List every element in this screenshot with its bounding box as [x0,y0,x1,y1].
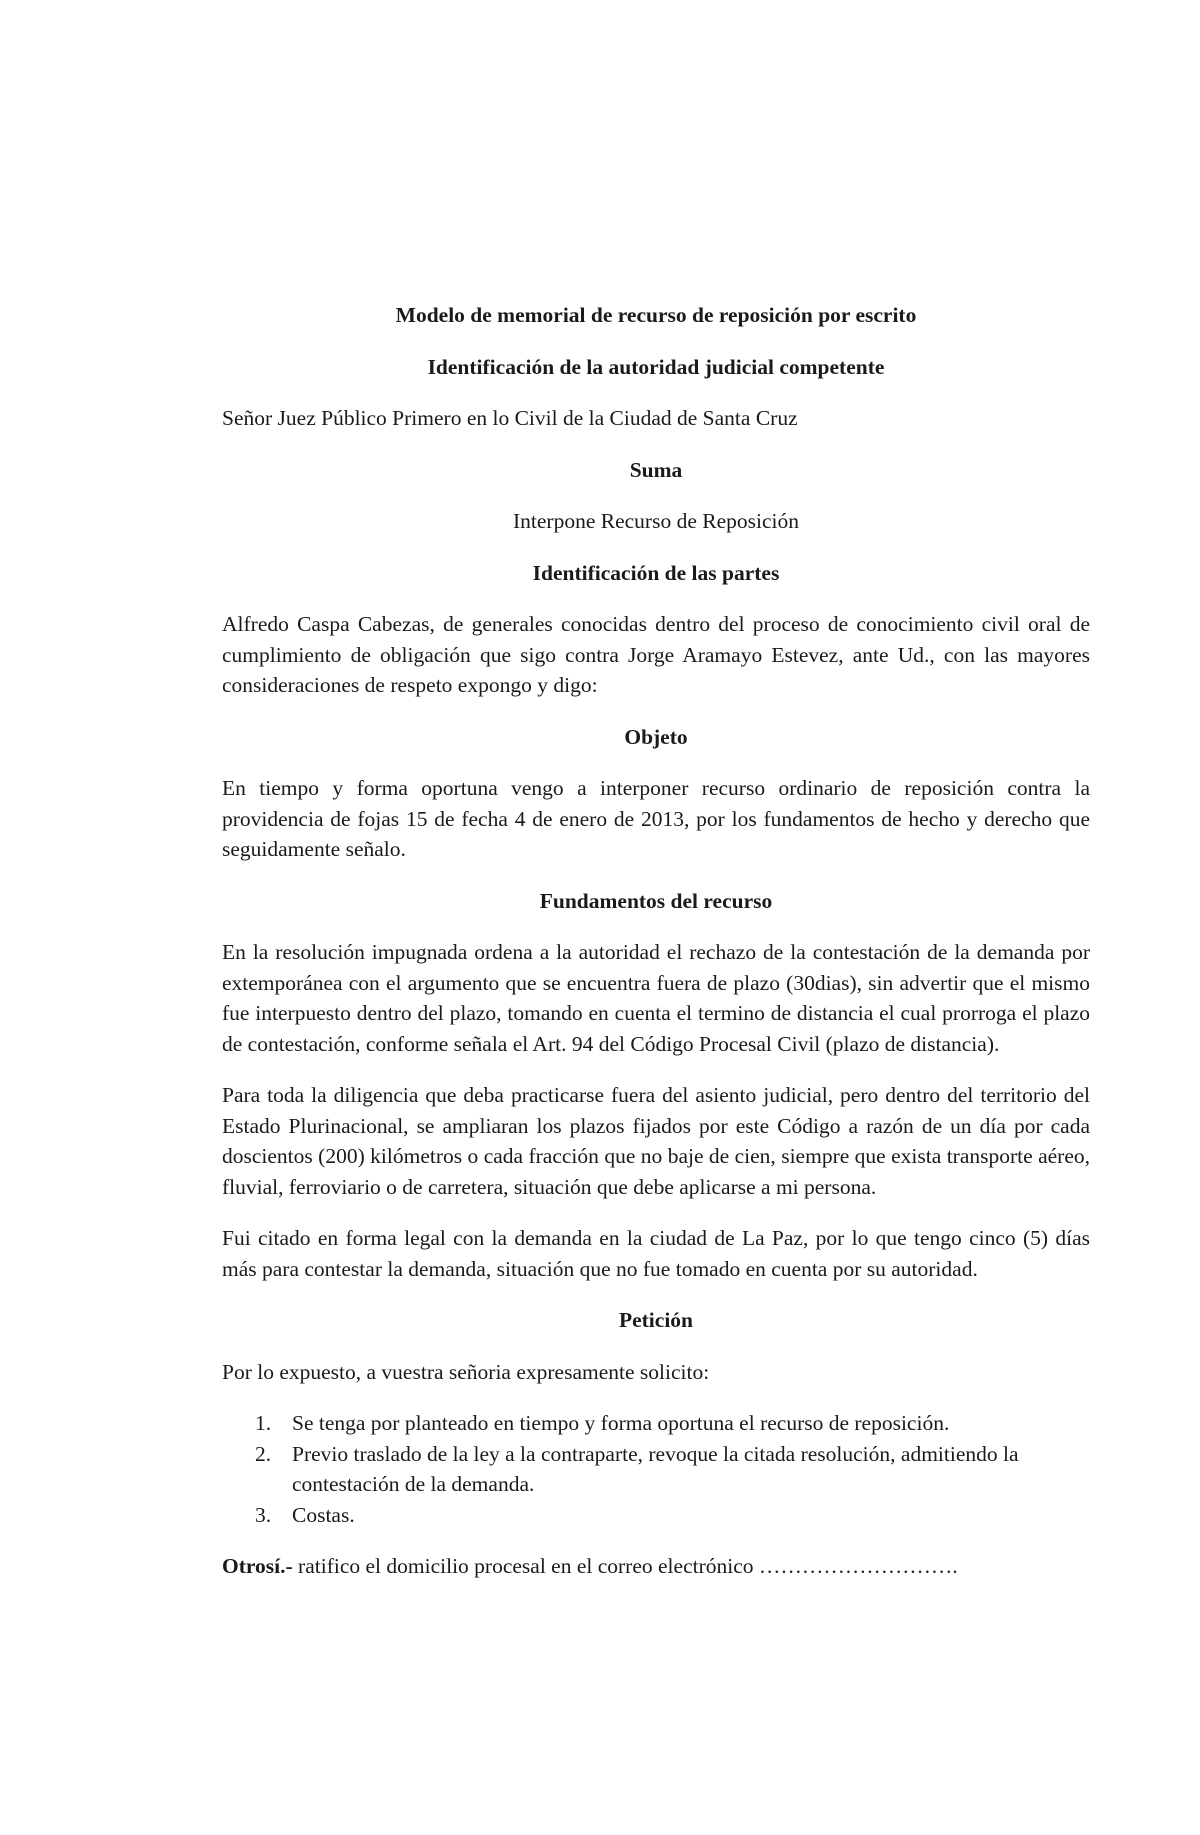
petition-intro: Por lo expuesto, a vuestra señoria expresamente solicito: [222,1359,710,1384]
parties-text: Alfredo Caspa Cabezas, de generales conocidas dentro del proceso de conocimiento civil oral de cumplimiento de obligación que sigo contra Jorge Aramayo Estevez, ante Ud., con las mayores consideraciones de respeto expongo y digo: [222,612,1090,697]
otrosi-label: Otrosí.- [222,1554,293,1578]
grounds-paragraph: En la resolución impugnada ordena a la autoridad el rechazo de la contestación de la demanda por extemporánea con el argumento que se encuentra fuera de plazo (30dias), sin advertir que el mismo fue interpuesto dentro del plazo, tomando en cuenta el termino de distancia el cual prorroga el plazo de contestación, conforme señala el Art. 94 del Código Procesal Civil (plazo de distancia). [222,940,1090,1056]
request-text: Costas. [292,1502,355,1527]
otrosi-text: ratifico el domicilio procesal en el correo electrónico ………………………. [292,1554,958,1578]
grounds-paragraph: Fui citado en forma legal con la demanda en la ciudad de La Paz, por lo que tengo cinco (5) días más para contestar la demanda, situación que no fue tomado en cuenta por su autoridad. [222,1226,1090,1281]
grounds-paragraph: Para toda la diligencia que deba practicarse fuera del asiento judicial, pero dentro del territorio del Estado Plurinacional, se ampliaran los plazos fijados por este Código a razón de un día por cada doscientos (200) kilómetros o cada fracción que no baje de cien, siempre que exista transporte aéreo, fluvial, ferroviario o de carretera, situación que debe aplicarse a mi persona. [222,1083,1090,1199]
document-title: Modelo de memorial de recurso de reposición por escrito [395,303,917,327]
petition-heading: Petición [618,1308,694,1332]
otrosi-line [222,1551,1090,1582]
grounds-heading: Fundamentos del recurso [539,888,773,913]
object-heading: Objeto [624,724,688,749]
request-number: 3. [255,1502,272,1527]
request-item [222,1500,1090,1531]
parties-heading: Identificación de las partes [532,560,780,585]
request-list [222,1408,1090,1530]
request-item [222,1439,1090,1500]
authority-heading: Identificación de la autoridad judicial competente [427,354,885,379]
request-number: 1. [255,1411,272,1435]
object-text: En tiempo y forma oportuna vengo a interponer recurso ordinario de reposición contra la providencia de fojas 15 de fecha 4 de enero de 2013, por los fundamentos de hecho y derecho que seguidamente señalo. [222,776,1090,861]
request-number: 2. [255,1441,272,1466]
authority-text: Señor Juez Público Primero en lo Civil de la Ciudad de Santa Cruz [222,406,798,430]
suma-heading: Suma [629,457,683,482]
suma-text: Interpone Recurso de Reposición [513,509,799,533]
request-text: Se tenga por planteado en tiempo y forma oportuna el recurso de reposición. [292,1411,950,1435]
request-item [222,1408,1090,1439]
document-body [222,300,1090,1603]
request-text: Previo traslado de la ley a la contraparte, revoque la citada resolución, admitiendo la contestación de la demanda. [292,1441,1019,1496]
